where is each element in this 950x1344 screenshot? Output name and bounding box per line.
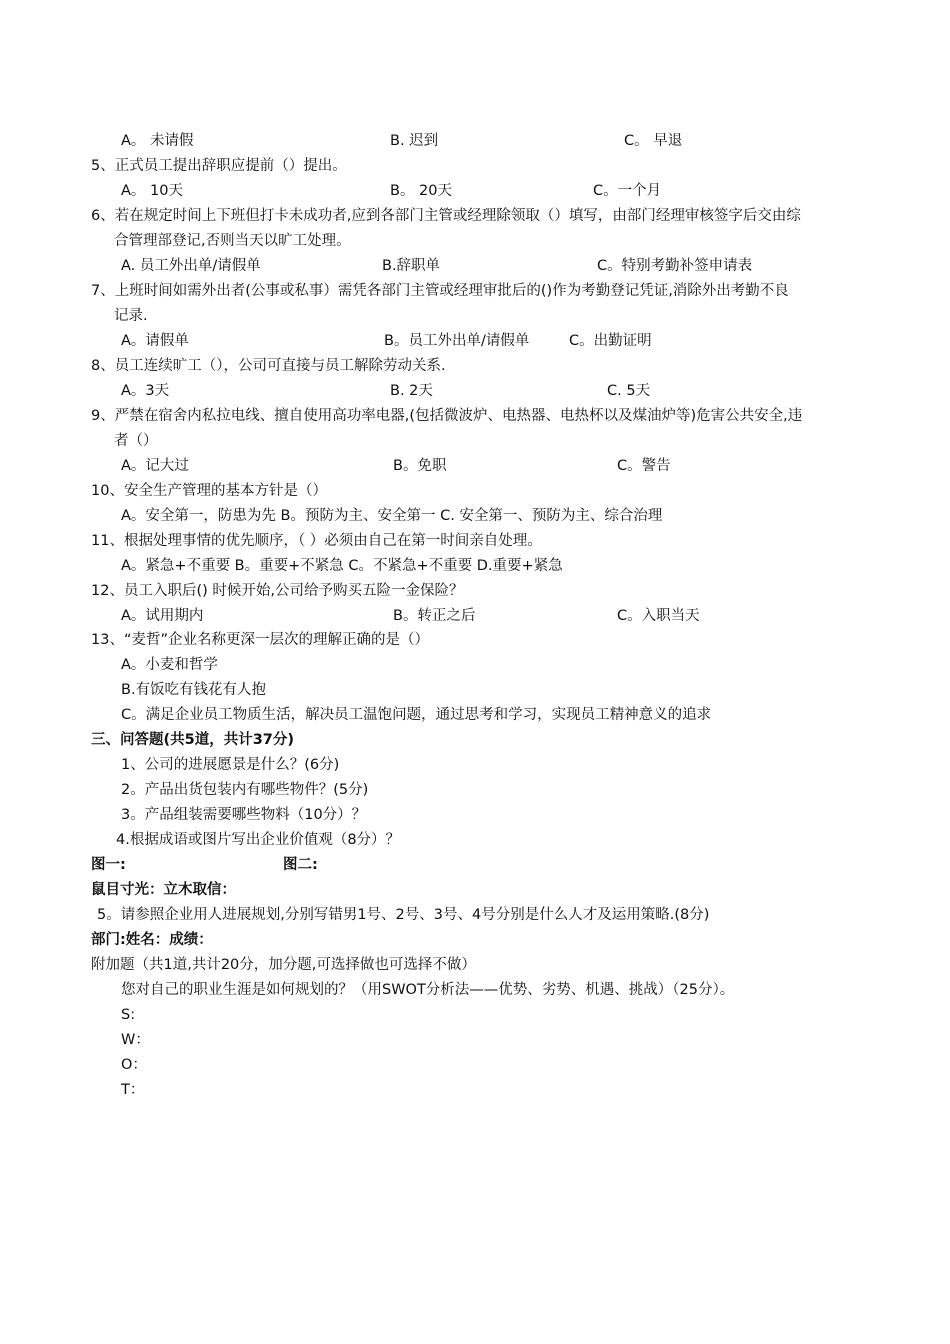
q13-option-c: C。满足企业员工物质生活，解决员工温饱问题，通过思考和学习，实现员工精神意义的追求 [121, 707, 712, 723]
q11-question: 11、根据处理事情的优先顺序，（ ）必须由自己在第一时间亲自处理。 [91, 533, 542, 549]
section3-q3: 3。产品组装需要哪些物料（10分）？ [121, 807, 367, 823]
q8-question: 8、员工连续旷工（），公司可直接与员工解除劳动关系. [91, 358, 446, 374]
bonus-title: 附加题（共1道,共计20分，加分题,可选择做也可选择不做） [91, 957, 476, 973]
q9-option-a: A。记大过 [121, 458, 189, 474]
bonus-question: 您对自己的职业生涯是如何规划的？（用SWOT分析法——优势、劣势、机遇、挑战）（25分）。 [121, 982, 735, 998]
q9-question-line1: 9、严禁在宿舍内私拉电线、擅自使用高功率电器,(包括微波炉、电热器、电热杯以及煤油炉等)危害公共安全,违 [91, 408, 803, 424]
q11-options: A。紧急+不重要 B。重要+不紧急 C。不紧急+不重要 D.重要+紧急 [121, 558, 563, 574]
q6-question-line1: 6、若在规定时间上下班但打卡未成功者,应到各部门主管或经理除领取（）填写，由部门经理审核签字后交由综 [91, 208, 801, 224]
q6-option-a: A. 员工外出单/请假单 [121, 258, 261, 274]
q5-option-b: B。 20天 [390, 183, 453, 199]
q7-question-line2: 记录. [114, 308, 148, 324]
q10-options: A。安全第一，防患为先 B。预防为主、安全第一 C. 安全第一、预防为主、综合治理 [121, 508, 663, 524]
swot-o: O： [121, 1057, 147, 1073]
q13-option-a: A。小麦和哲学 [121, 657, 218, 673]
section3-q2: 2。产品出货包装内有哪些物件？(5分) [121, 782, 369, 798]
swot-s: S: [121, 1007, 136, 1023]
figure2-label: 图二: [283, 857, 318, 873]
q12-question: 12、员工入职后() 时候开始,公司给予购买五险一金保险？ [91, 583, 464, 599]
q6-option-c: C。特别考勤补签申请表 [597, 258, 753, 274]
q9-question-line2: 者（） [114, 433, 158, 449]
q4-option-c: C。 早退 [624, 133, 683, 149]
q5-question: 5、正式员工提出辞职应提前（）提出。 [91, 158, 347, 174]
q10-question: 10、安全生产管理的基本方针是（） [91, 483, 327, 499]
idioms-line: 鼠目寸光：立木取信： [91, 882, 236, 898]
q8-option-c: C. 5天 [607, 383, 651, 399]
swot-t: T： [121, 1082, 145, 1098]
section3-q1: 1、公司的进展愿景是什么？(6分) [121, 757, 340, 773]
q7-option-c: C。出勤证明 [569, 333, 652, 349]
q6-option-b: B.辞职单 [382, 258, 441, 274]
student-info-line: 部门:姓名：成绩： [91, 932, 213, 948]
q4-option-a: A。 未请假 [121, 133, 194, 149]
figure1-label: 图一: [91, 857, 126, 873]
q5-option-a: A。 10天 [121, 183, 183, 199]
q7-question-line1: 7、上班时间如需外出者(公事或私事）需凭各部门主管或经理审批后的()作为考勤登记凭证,消除外出考勤不良 [91, 283, 789, 299]
q4-option-b: B. 迟到 [390, 133, 439, 149]
q12-option-b: B。转正之后 [393, 608, 476, 624]
q12-option-a: A。试用期内 [121, 608, 204, 624]
q12-option-c: C。入职当天 [617, 608, 700, 624]
section3-title: 三、问答题(共5道，共计37分) [91, 732, 295, 748]
q9-option-c: C。警告 [617, 458, 671, 474]
q9-option-b: B。免职 [393, 458, 447, 474]
q8-option-b: B. 2天 [390, 383, 433, 399]
section3-q4: 4.根据成语或图片写出企业价值观（8分）？ [116, 832, 401, 848]
q8-option-a: A。3天 [121, 383, 170, 399]
q6-question-line2: 合管理部登记,否则当天以旷工处理。 [114, 233, 351, 249]
q5-option-c: C。一个月 [593, 183, 662, 199]
swot-w: W： [121, 1032, 150, 1048]
q7-option-a: A。请假单 [121, 333, 189, 349]
q7-option-b: B。员工外出单/请假单 [384, 333, 530, 349]
section3-q5: 5。请参照企业用人进展规划,分别写错男1号、2号、3号、4号分别是什么人才及运用策略.(8分) [97, 907, 710, 923]
q13-option-b: B.有饭吃有钱花有人抱 [121, 682, 267, 698]
q13-question: 13、“麦哲”企业名称更深一层次的理解正确的是（） [91, 632, 429, 648]
